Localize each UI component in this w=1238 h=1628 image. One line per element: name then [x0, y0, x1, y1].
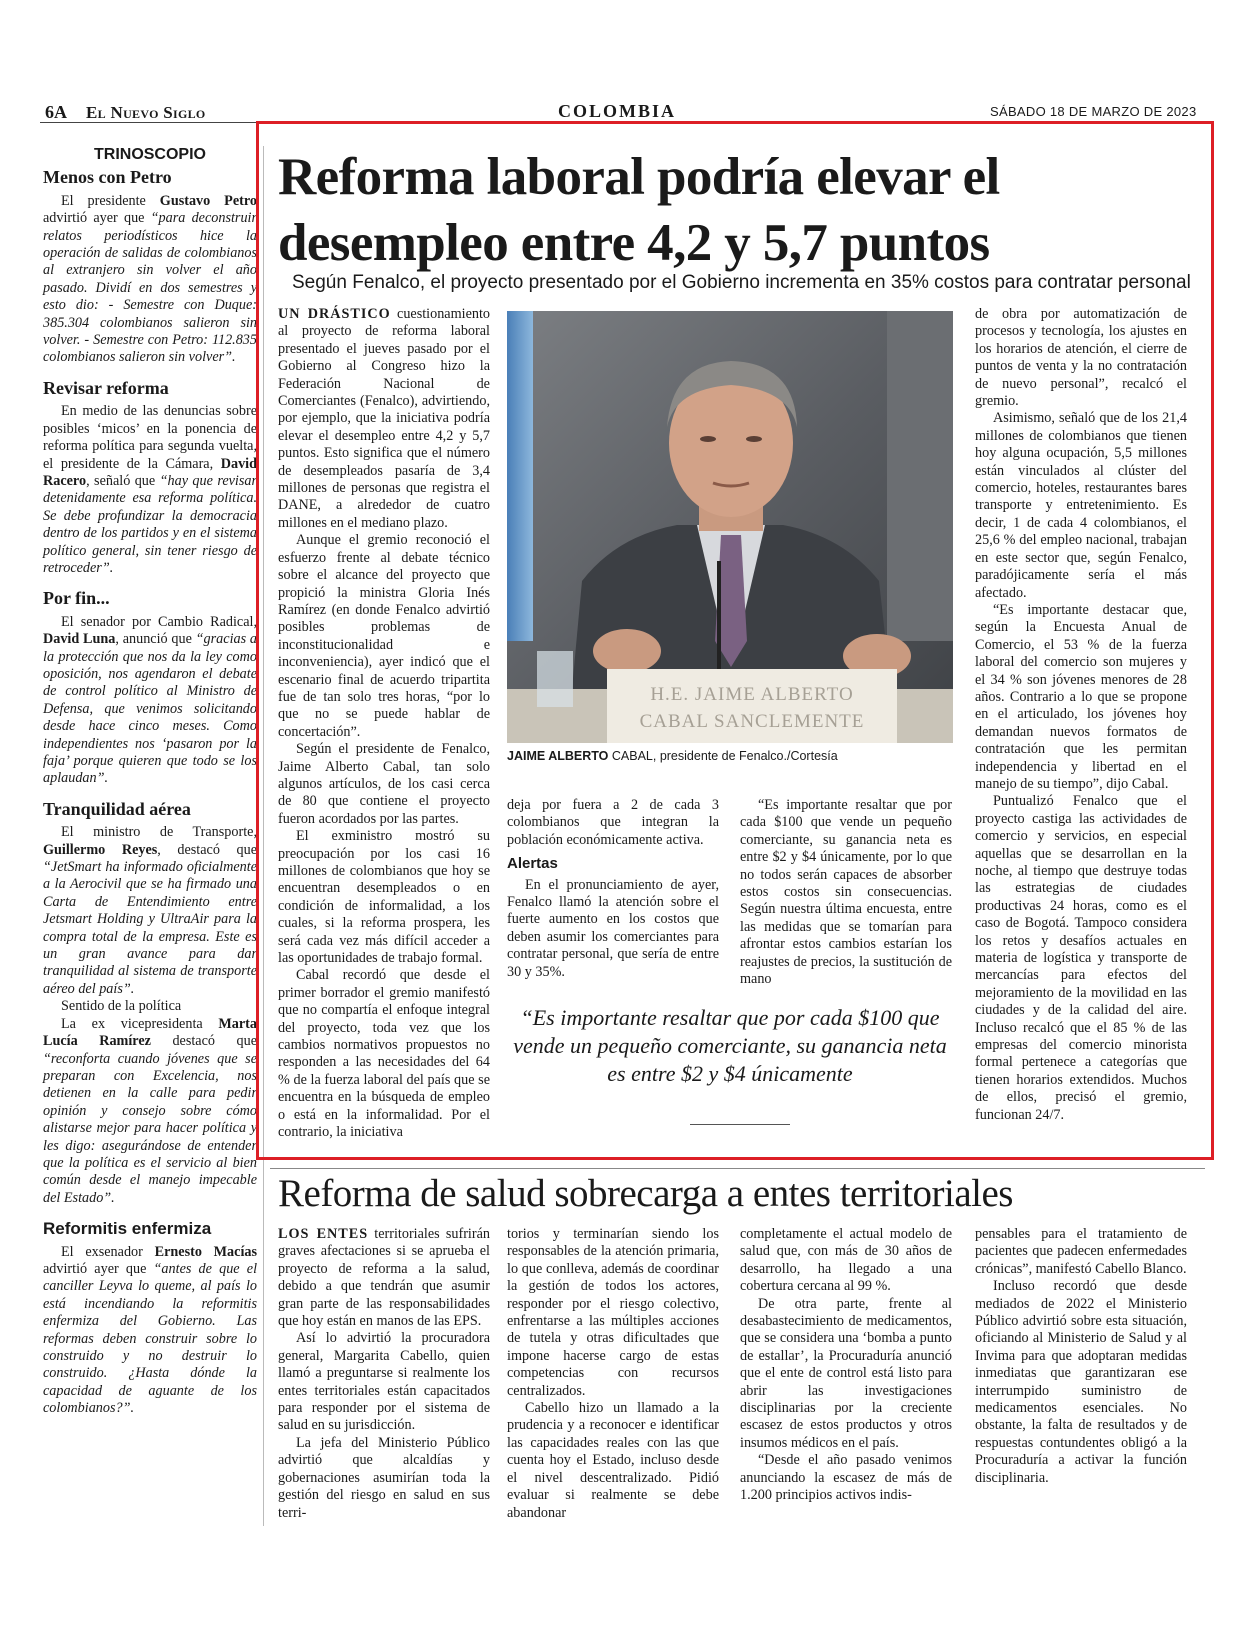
brief-body: El ministro de Transporte, Guillermo Reyes, destacó que “JetSmart ha informado oficialmente a la Aerocivil que se ha firmado una Carta de Entendimiento entre Jetsmart Holding y UltraAir para la compra total de la empresa. Este es un gran avance para dar tranquilidad al sistema de transporte aéreo del país”. — [43, 824, 257, 997]
paragraph: Así lo advirtió la procuradora general, Margarita Cabello, quien llamó a preguntarse si realmente los entes territoriales están capacitados para responder por el sistema de salud en su jurisdicción. — [278, 1330, 490, 1434]
paragraph: Cabal recordó que desde el primer borrador el gremio manifestó que no compartía el enfoque integral del proyecto, toda vez que los cambios normativos propuestos no responden a las necesidades del 64 % de la fuerza laboral del país que se encuentra en la búsqueda de empleo o está en la informalidad. Por el contrario, la iniciativa — [278, 967, 490, 1141]
paragraph: Incluso recordó que desde mediados de 2022 el Ministerio Público advirtió sobre esta situación, oficiando al Ministerio de Salud y al Invima para que adoptaran medidas inmediatas que garantizaran ese interrumpido suministro de medicamentos esenciales. No obstante, la falta de resultados y de respuestas contundentes obligó a la Procuraduría a activar la función disciplinaria. — [975, 1278, 1187, 1486]
brief-body: El presidente Gustavo Petro advirtió ayer que “para deconstruir relatos periodísticos hice la operación de salidas de colombianos al extranjero sin volver el año pasado. Dividí en dos semestres y esto dio: - Semestre con Duque: 385.304 colombianos salieron sin volver. - Semestre con Petro: 112.835 colombianos salieron sin volver”. — [43, 192, 257, 366]
brief-body: En medio de las denuncias sobre posibles ‘micos’ en la ponencia de reforma política para segunda vuelta, el presidente de la Cámara, David Racero, señaló que “hay que revisar detenidamente esa reforma política. Se debe profundizar la democracia dentro de los partidos y en el sistema político general, sin tener riesgo de retroceder”. — [43, 403, 257, 576]
issue-date: SÁBADO 18 DE MARZO DE 2023 — [990, 104, 1197, 119]
second-article-column-4 — [975, 1226, 1187, 1487]
lead-paragraph: UN DRÁSTICO cuestionamiento al proyecto de reforma laboral presentado el jueves pasado por el Gobierno al Congreso hizo la Federación Nacional de Comerciantes (Fenalco), advirtiendo, por ejemplo, que la iniciativa podría elevar el desempleo entre 4,2 y 5,7 puntos. Esto significa que el número de desempleados pasaría de 3,4 millones de personas que registra el DANE, a alrededor de cuatro millones en el mediano plazo. — [278, 306, 490, 531]
paragraph: “Es importante resaltar que por cada $100 que vende un pequeño comerciante, su ganancia neta es entre $2 y $4 únicamente, por lo que no todos serán capaces de absorber estos costos sin consecuencias. Según nuestra última encuesta, entre las medidas que se tomarían para afrontar estos cambios estarían los reajustes de precios, la sustitución de mano — [740, 797, 952, 988]
highlight-box — [256, 121, 1214, 1160]
brief-title: Menos con Petro — [43, 167, 172, 188]
page-number: 6A — [45, 102, 67, 122]
paragraph: Puntualizó Fenalco que el proyecto castiga las actividades de comercio y servicios, en especial aquellas que se desarrollan en la noche, al tiempo que destruye todas las estrategias de ciudades productivas 24 horas, como es el caso de Bogotá. Tampoco considera los retos y desafíos actuales en materia de logística y transporte de mercancías para efectos del mejoramiento de la movilidad en las ciudades y de la calidad del aire. Incluso recalcó que el 85 % de las empresas del comercio minorista formal pertenece a categorías que tienen horarios extendidos. Muchos de ellos, precisó el gremio, funcionan 24/7. — [975, 793, 1187, 1123]
paragraph: deja por fuera a 2 de cada 3 colombianos que integran la población económicamente activa. — [507, 797, 719, 848]
paragraph: Aunque el gremio reconoció el esfuerzo frente al debate técnico sobre el alcance del proyecto que propició la ministra Gloria Inés Ramírez (en donde Fenalco advirtió posibles problemas de inconstitucionalidad e inconveniencia), ayer indicó que el escenario final de acuerdo tripartita fue de tan solo tres horas, “por lo que no se puede hablar de concertación”. — [278, 532, 490, 740]
brief-title: Reformitis enfermiza — [43, 1219, 212, 1239]
paragraph: De otra parte, frente al desabastecimiento de medicamentos, que se considera una ‘bomba a punto de estallar’, la Procuraduría anunció que el ente de control está listo para abrir las investigaciones disciplinarias por la creciente escasez de estos productos y otros insumos médicos en el país. — [740, 1295, 952, 1451]
paragraph: En el pronunciamiento de ayer, Fenalco llamó la atención sobre el fuerte aumento en los costos que deben asumir los comerciantes para contratar personal, que sería de entre 30 y 35%. — [507, 876, 719, 980]
paragraph: Según el presidente de Fenalco, Jaime Alberto Cabal, tan solo algunos artículos, de los casi cerca de 80 que contiene el proyecto fueron acordados por las partes. — [278, 741, 490, 827]
paragraph: completamente el actual modelo de salud que, con más de 30 años de desarrollo, ha llegado a una cobertura cercana al 99 %. — [740, 1226, 952, 1295]
brief-body: La ex vicepresidenta Marta Lucía Ramírez destacó que “reconforta cuando jóvenes que se preparan con Excelencia, nos detienen en la calle para pedir opinión y consejo sobre cómo alistarse mejor para hacer política y les digo: asegurándose de entender que la política es el servicio al bien común desde el manejo impecable del Estado”. — [43, 1015, 257, 1206]
paragraph: torios y terminarían siendo los responsables de la atención primaria, lo que conlleva, además de coordinar la gestión de todos los actores, responder por el riesgo colectivo, enfrentarse a las múltiples acciones de tutela y otras dificultades que impone hacerse cargo de estas competencias con recursos centralizados. — [507, 1226, 719, 1399]
paragraph: “Es importante destacar que, según la Encuesta Anual de Comercio, el 53 % de la fuerza laboral del comercio son mujeres y el 34 % son jóvenes menores de 28 años. Contrario a lo que se propone en el articulado, los jóvenes hoy demandan nuevos formatos de contratación que les permitan independencia y libertad en el manejo de su tiempo”, dijo Cabal. — [975, 601, 1187, 792]
second-headline: Reforma de salud sobrecarga a entes territoriales — [278, 1172, 1013, 1215]
subheading-alertas: Alertas — [507, 855, 558, 873]
section-name: COLOMBIA — [558, 101, 677, 121]
second-article-column-2 — [507, 1226, 719, 1522]
trinoscopio-label: TRINOSCOPIO — [93, 146, 206, 163]
newspaper-name: El Nuevo Siglo — [86, 103, 206, 122]
paragraph: Asimismo, señaló que de los 21,4 millones de colombianos que tienen hoy alguna ocupación, 5,5 millones están vinculados al clúster del comercio, hoteles, restaurantes bares transporte y entretenimiento. Es decir, 1 de cada 4 colombianos, el 25,6 % del empleo nacional, trabajan en este sector que, según Fenalco, paradójicamente sería el más afectado. — [975, 410, 1187, 601]
main-subhead: Según Fenalco, el proyecto presentado por el Gobierno incrementa en 35% costos para contratar personal — [292, 272, 1191, 293]
nameplate-line-1: H.E. JAIME ALBERTO — [650, 684, 854, 705]
brief-title: Tranquilidad aérea — [43, 798, 191, 819]
paragraph: El exministro mostró su preocupación por los casi 16 millones de colombianos que hoy se encuentran desempleados o en condición de informalidad, a los cuales, si la reforma prospera, les será cada vez más difícil acceder a las oportunidades de trabajo formal. — [278, 828, 490, 967]
article-divider — [270, 1168, 1205, 1169]
paragraph: Cabello hizo un llamado a la prudencia y a reconocer e identificar las capacidades reales con las que cuenta hoy el Estado, incluso desde el nivel descentralizado. Pidió evaluar si realmente se debe abandonar — [507, 1400, 719, 1521]
brief-subtitle: Sentido de la política — [61, 998, 182, 1015]
paragraph: de obra por automatización de procesos y tecnología, los ajustes en los horarios de atención, el cierre de puntos de venta y la no contratación de nuevo personal”, recalcó el gremio. — [975, 306, 1187, 410]
paragraph: “Desde el año pasado venimos anunciando la escasez de más de 1.200 principios activos indis- — [740, 1452, 952, 1504]
second-article-column-3 — [740, 1226, 952, 1505]
brief-title: Por fin... — [43, 588, 110, 609]
nameplate-line-2: CABAL SANCLEMENTE — [639, 711, 865, 732]
brief-title: Revisar reforma — [43, 377, 169, 398]
trinoscopio-column — [43, 146, 257, 1418]
brief-body: El senador por Cambio Radical, David Luna, anunció que “gracias a la protección que nos da la ley como oposición, nos agendaron el debate de control político al Ministro de Defensa, que venimos solicitando desde hace cinco meses. Como independientes nos ‘pasaron por la faja’ porque quieren que todo se los aplaudan”. — [43, 613, 257, 787]
photo-caption: JAIME ALBERTO CABAL, presidente de Fenalco./Cortesía — [507, 749, 838, 763]
brief-body: El exsenador Ernesto Macías advirtió ayer que “antes de que el canciller Leyva lo queme, al país lo está incendiando la reformitis enfermiza del Gobierno. Las reformas deben construir sobre lo construido y no destruir lo construido. ¿Hasta dónde la capacidad de aguante de los colombianos?”. — [43, 1243, 258, 1417]
second-article-column-1 — [278, 1226, 490, 1522]
paragraph: La jefa del Ministerio Público advirtió que alcaldías y gobernaciones asumirían toda la gestión del riesgo en salud en sus terri- — [278, 1434, 490, 1521]
main-headline: Reforma laboral podría elevar el desempleo entre 4,2 y 5,7 puntos — [278, 148, 1000, 272]
lead-paragraph: LOS ENTES territoriales sufrirán graves afectaciones si se aprueba el proyecto de reforma a la salud, debido a que tendrán que asumir gran parte de las responsabilidades que hoy están en manos de las EPS. — [278, 1226, 490, 1330]
paragraph: pensables para el tratamiento de pacientes que padecen enfermedades crónicas”, manifestó Cabello Blanco. — [975, 1226, 1187, 1277]
pull-quote: “Es importante resaltar que por cada $100 que vende un pequeño comerciante, su ganancia neta es entre $2 y $4 únicamente — [513, 1005, 947, 1086]
